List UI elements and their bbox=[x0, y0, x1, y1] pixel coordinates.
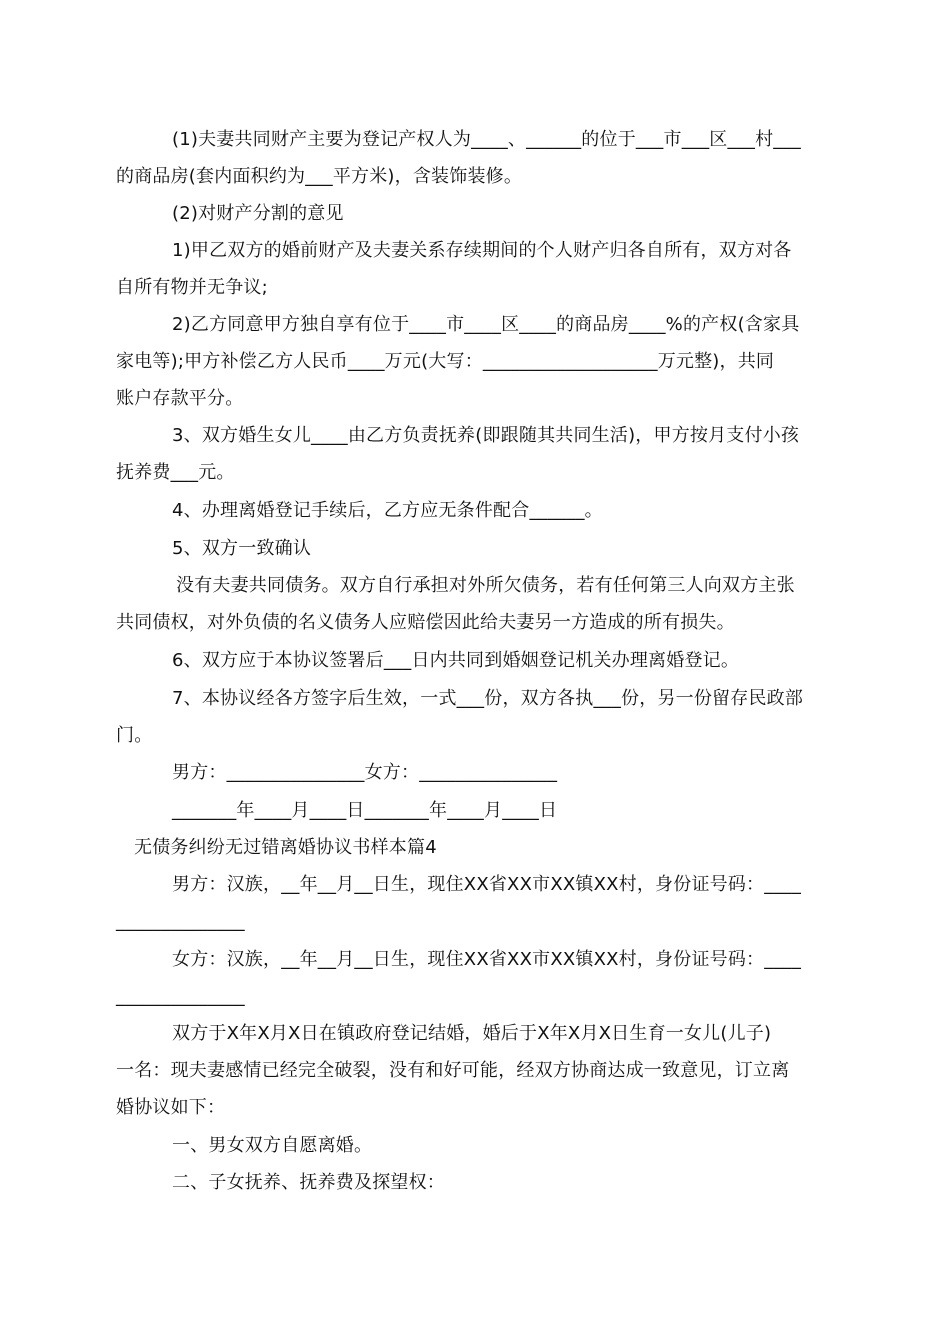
text-line: 6、双方应于本协议签署后___日内共同到婚姻登记机关办理离婚登记。 bbox=[172, 650, 740, 671]
text-line: 没有夫妻共同债务。双方自行承担对外所欠债务，若有任何第三人向双方主张 bbox=[176, 575, 795, 596]
text-line: 婚协议如下： bbox=[116, 1097, 226, 1118]
text-line: 女方：汉族，__年__月__日生，现住XX省XX市XX镇XX村，身份证号码：____ bbox=[172, 949, 802, 970]
text-line: 家电等);甲方补偿乙方人民币____万元(大写：___________________万元整)，共同 bbox=[116, 351, 775, 372]
text-line: 2)乙方同意甲方独自享有位于____市____区____的商品房____%的产权(含家具 bbox=[172, 314, 800, 335]
text-line: 自所有物并无争议; bbox=[116, 277, 268, 298]
text-line: 门。 bbox=[116, 725, 153, 746]
text-line: 男方：汉族，__年__月__日生，现住XX省XX市XX镇XX村，身份证号码：____ bbox=[172, 874, 802, 895]
text-line: 5、双方一致确认 bbox=[172, 538, 312, 559]
section-title: 无债务纠纷无过错离婚协议书样本篇4 bbox=[134, 837, 437, 858]
text-line: 4、办理离婚登记手续后，乙方应无条件配合______。 bbox=[172, 500, 603, 521]
text-line: 一、男女双方自愿离婚。 bbox=[172, 1135, 373, 1156]
text-line: ______________ bbox=[116, 911, 245, 932]
text-line: 抚养费___元。 bbox=[116, 462, 235, 483]
text-line: ______________ bbox=[116, 986, 245, 1007]
signature-line: 男方：_______________女方：_______________ bbox=[172, 762, 558, 783]
text-line: 双方于X年X月X日在镇政府登记结婚，婚后于X年X月X日生育一女儿(儿子) bbox=[172, 1023, 772, 1044]
text-line: 二、子女抚养、抚养费及探望权： bbox=[172, 1172, 445, 1193]
text-line: (1)夫妻共同财产主要为登记产权人为____、______的位于___市___区___村___ bbox=[172, 129, 801, 150]
text-line: 共同债权，对外负债的名义债务人应赔偿因此给夫妻另一方造成的所有损失。 bbox=[116, 612, 735, 633]
text-line: 一名：现夫妻感情已经完全破裂，没有和好可能，经双方协商达成一致意见，订立离 bbox=[116, 1060, 790, 1081]
text-line: 的商品房(套内面积约为___平方米)，含装饰装修。 bbox=[116, 166, 523, 187]
text-line: (2)对财产分割的意见 bbox=[172, 203, 344, 224]
text-line: 3、双方婚生女儿____由乙方负责抚养(即跟随其共同生活)，甲方按月支付小孩 bbox=[172, 425, 800, 446]
date-line: _______年____月____日_______年____月____日 bbox=[172, 800, 558, 821]
text-line: 7、本协议经各方签字后生效，一式___份，双方各执___份，另一份留存民政部 bbox=[172, 688, 804, 709]
text-line: 1)甲乙双方的婚前财产及夫妻关系存续期间的个人财产归各自所有，双方对各 bbox=[172, 240, 792, 261]
text-line: 账户存款平分。 bbox=[116, 388, 244, 409]
